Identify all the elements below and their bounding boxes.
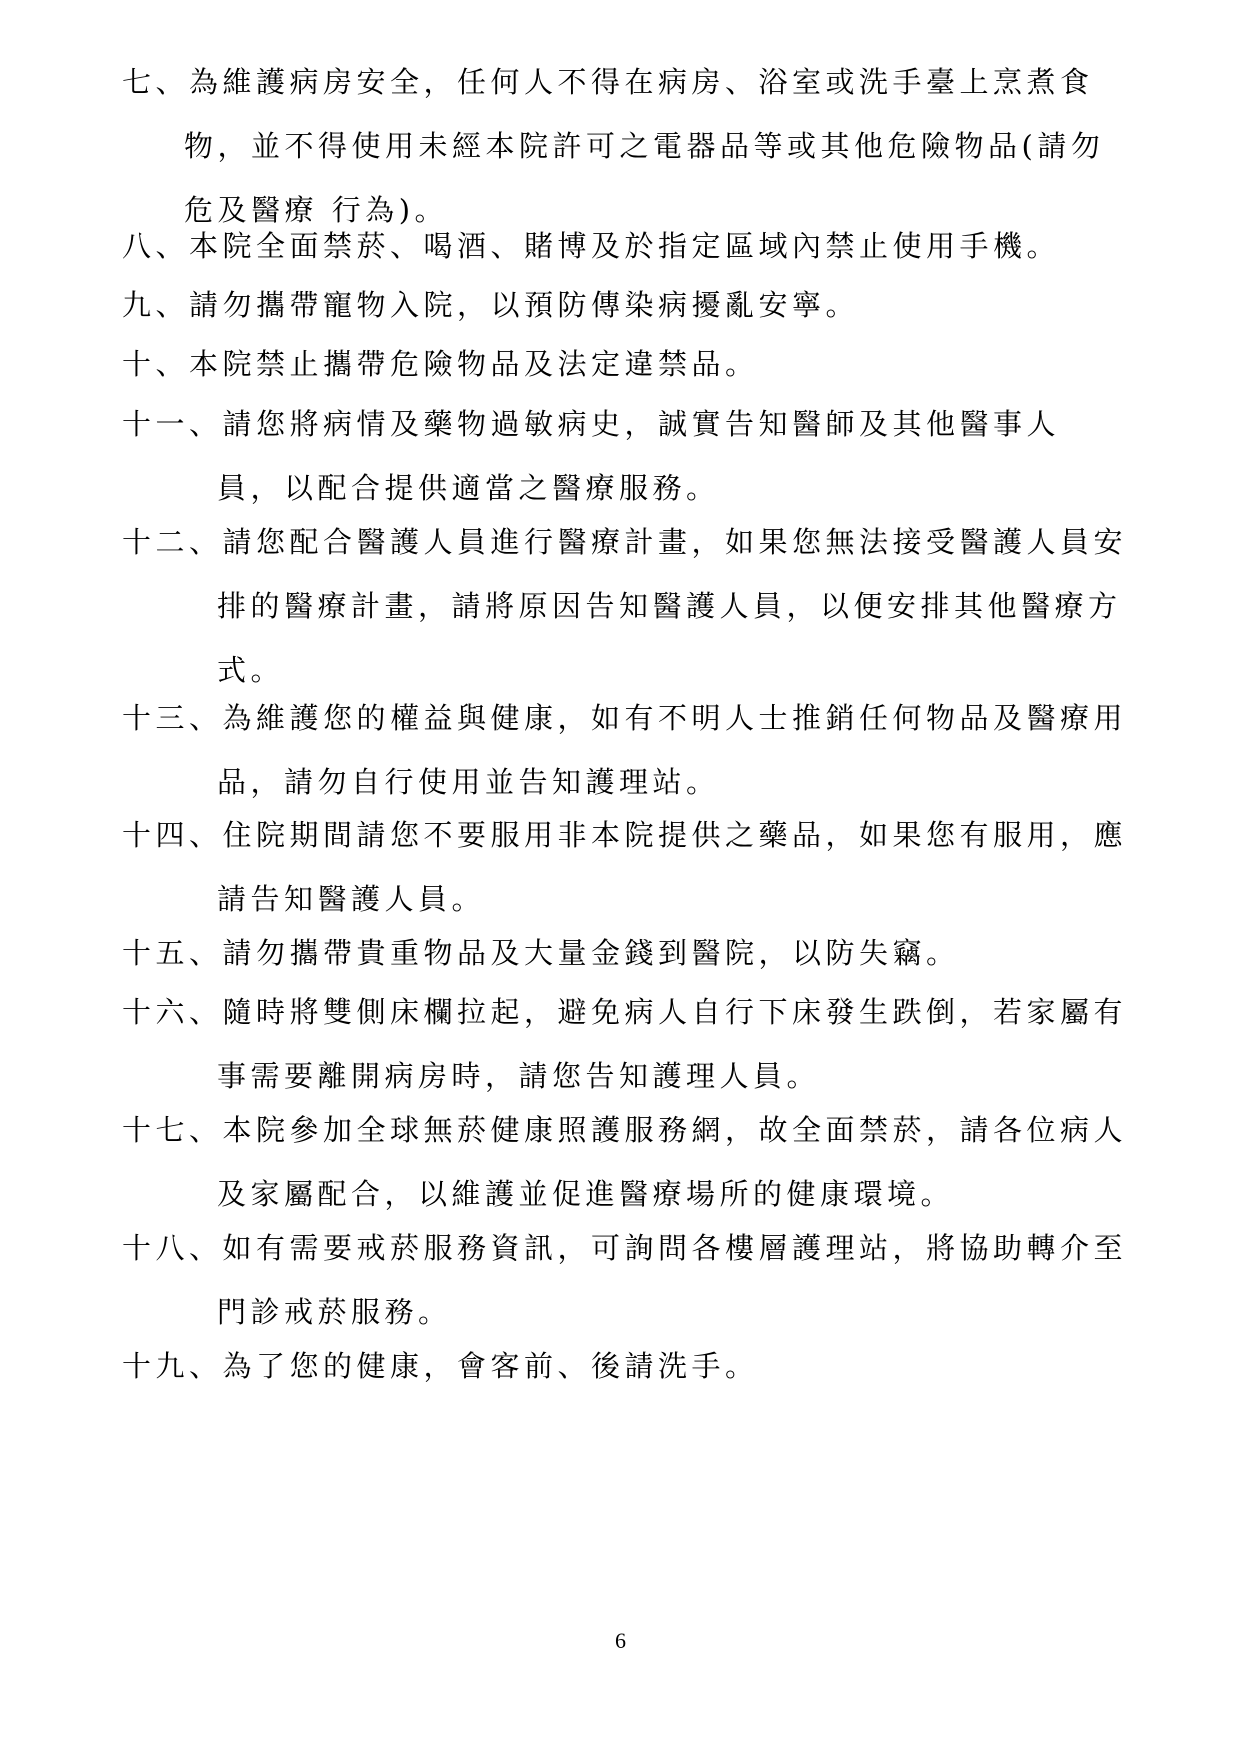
rule-line: 十三、為維護您的權益與健康，如有不明人士推銷任何物品及醫療用 <box>122 701 1128 735</box>
rule-line: 事需要離開病房時，請您告知護理人員。 <box>217 1059 821 1093</box>
rule-line: 十、本院禁止攜帶危險物品及法定違禁品。 <box>122 347 759 381</box>
rule-item-14 <box>122 803 1128 931</box>
rule-line: 九、請勿攜帶寵物入院，以預防傳染病擾亂安寧。 <box>122 288 860 322</box>
rule-line: 十一、請您將病情及藥物過敏病史，誠實告知醫師及其他醫事人 <box>122 407 1061 441</box>
page-number: 6 <box>615 1628 626 1653</box>
rule-line: 及家屬配合，以維護並促進醫療場所的健康環境。 <box>217 1177 955 1211</box>
rule-item-11 <box>122 392 1122 520</box>
rule-line: 十八、如有需要戒菸服務資訊，可詢問各樓層護理站，將協助轉介至 <box>122 1231 1128 1265</box>
rule-item-13 <box>122 686 1128 814</box>
rule-item-8 <box>122 214 1122 278</box>
rule-item-19 <box>122 1334 1122 1398</box>
rule-line: 十九、為了您的健康，會客前、後請洗手。 <box>122 1349 759 1383</box>
rule-item-18 <box>122 1216 1128 1344</box>
rule-line: 物，並不得使用未經本院許可之電器品等或其他危險物品(請勿 <box>184 129 1105 163</box>
rule-item-10 <box>122 332 1122 396</box>
rule-line: 七、為維護病房安全，任何人不得在病房、浴室或洗手臺上烹煮食 <box>122 65 1094 99</box>
rule-line: 員，以配合提供適當之醫療服務。 <box>217 471 720 505</box>
rule-line: 十六、隨時將雙側床欄拉起，避免病人自行下床發生跌倒，若家屬有 <box>122 995 1128 1029</box>
rule-line: 危及醫療 行為)。 <box>184 193 449 227</box>
rule-item-17 <box>122 1098 1128 1226</box>
rule-line: 十五、請勿攜帶貴重物品及大量金錢到醫院，以防失竊。 <box>122 936 960 970</box>
rule-line: 門診戒菸服務。 <box>217 1295 452 1329</box>
rule-line: 排的醫療計畫，請將原因告知醫護人員，以便安排其他醫療方 <box>217 589 1122 623</box>
rule-line: 品，請勿自行使用並告知護理站。 <box>217 765 720 799</box>
rule-line: 十七、本院參加全球無菸健康照護服務網，故全面禁菸，請各位病人 <box>122 1113 1128 1147</box>
rule-item-9 <box>122 273 1122 337</box>
rule-line: 十二、請您配合醫護人員進行醫療計畫，如果您無法接受醫護人員安 <box>122 525 1128 559</box>
rule-item-16 <box>122 980 1128 1108</box>
rule-line: 八、本院全面禁菸、喝酒、賭博及於指定區域內禁止使用手機。 <box>122 229 1061 263</box>
rule-item-15 <box>122 921 1122 985</box>
rule-item-12 <box>122 510 1128 702</box>
rule-line: 式。 <box>217 653 285 687</box>
rule-line: 十四、住院期間請您不要服用非本院提供之藥品，如果您有服用，應 <box>122 818 1128 852</box>
rule-line: 請告知醫護人員。 <box>217 882 486 916</box>
